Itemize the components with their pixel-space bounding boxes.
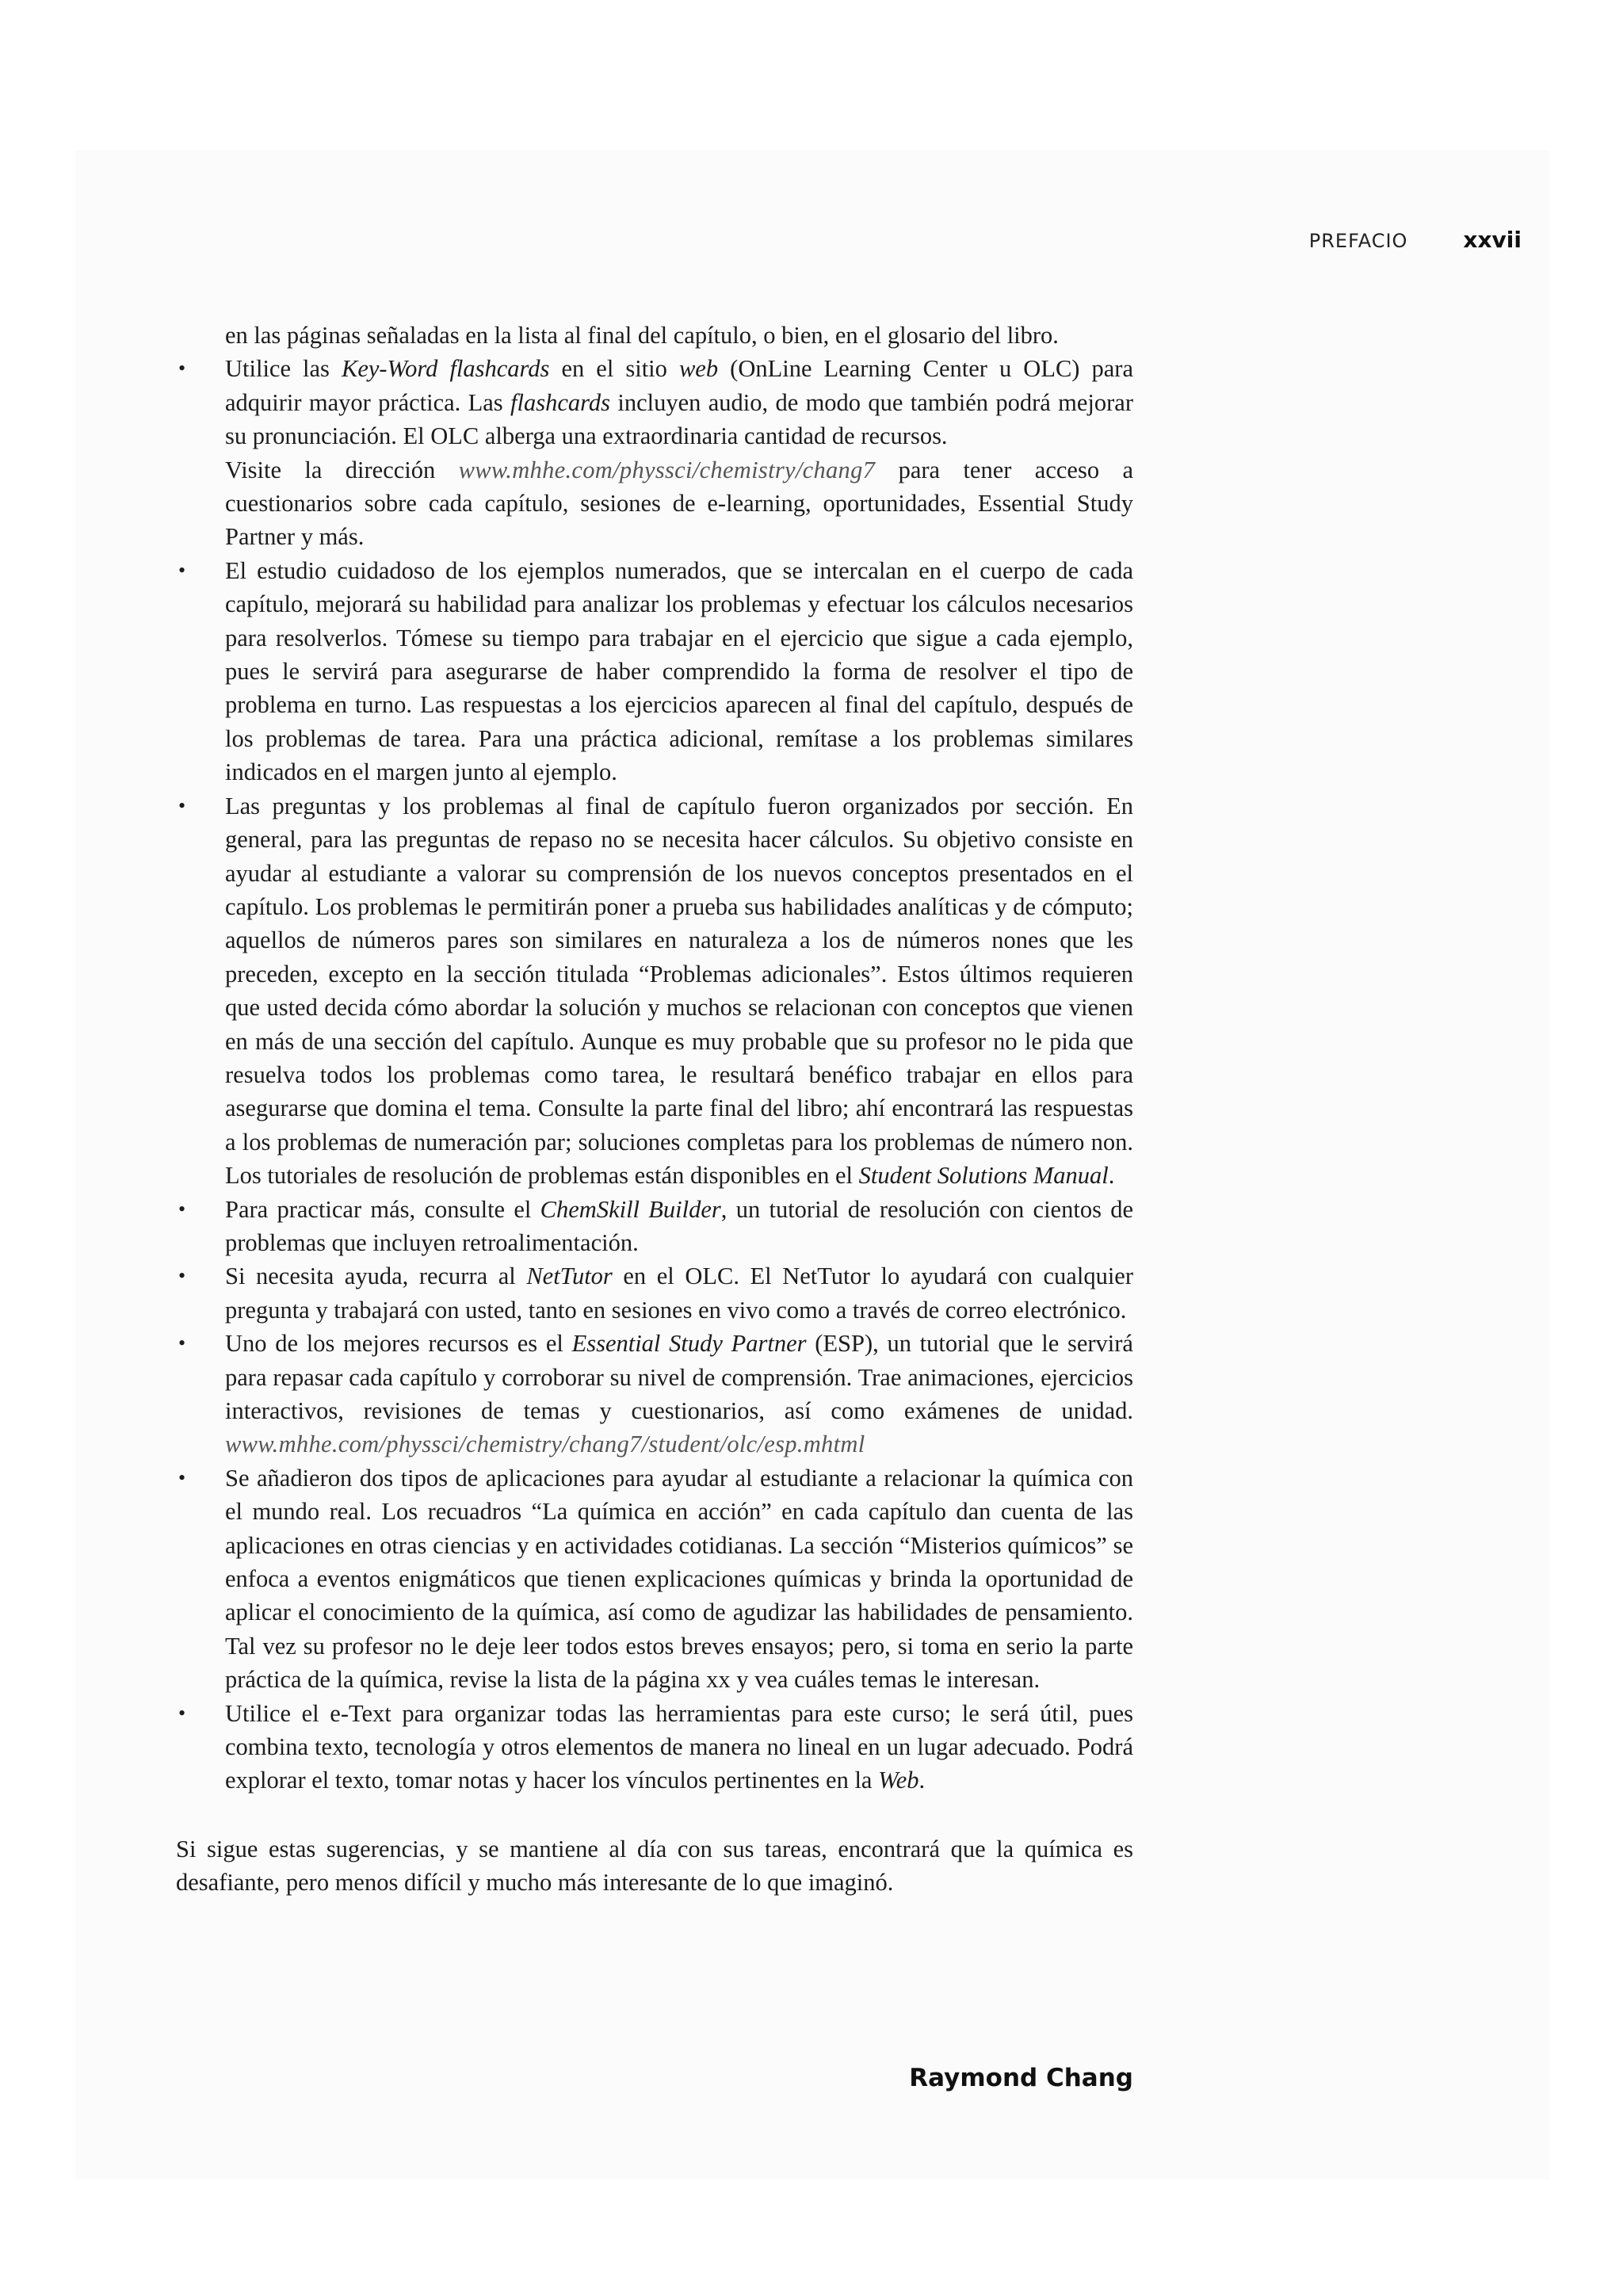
emphasis-text: Key-Word flashcards xyxy=(341,355,550,383)
list-item-text: Para practicar más, consulte el ChemSkill Builder, un tutorial de resolución con cientos de problemas que incluyen retroalimentación. xyxy=(225,1195,1133,1256)
olc-url-link[interactable]: www.mhhe.com/physsci/chemistry/chang7 xyxy=(458,456,876,483)
list-item-text: El estudio cuidadoso de los ejemplos numerados, que se intercalan en el cuerpo de cada capítulo, mejorará su habilidad para analizar los problemas y efectuar los cálculos necesarios para resolverlos. Tómese su tiempo para trabajar en el ejercicio que sigue a cada ejemplo, pues le servirá para asegurarse de haber comprendido la forma de resolver el tipo de problema en turno. Las respuestas a los ejercicios aparecen al final del capítulo, después de los problemas de tarea. Para una práctica adicional, remítase a los problemas similares indicados en el margen junto al ejemplo. xyxy=(225,556,1133,786)
body-text xyxy=(176,319,1133,1900)
emphasis-text: Essential Study Partner xyxy=(571,1330,807,1358)
list-item xyxy=(176,1697,1133,1797)
list-item xyxy=(176,352,1133,553)
bullet-icon: • xyxy=(178,793,186,817)
emphasis-text: NetTutor xyxy=(526,1263,613,1290)
bullet-icon: • xyxy=(178,357,186,380)
list-item xyxy=(176,1327,1133,1461)
running-head-title: PREFACIO xyxy=(1308,230,1408,252)
emphasis-text: Web xyxy=(878,1767,919,1794)
closing-paragraph: Si sigue estas sugerencias, y se mantiene al día con sus tareas, encontrará que la química es desafiante, pero menos difícil y mucho más interesante de lo que imaginó. xyxy=(176,1835,1133,1897)
bullet-icon: • xyxy=(178,1197,186,1221)
list-item-text: Las preguntas y los problemas al final de capítulo fueron organizados por sección. En general, para las preguntas de repaso no se necesita hacer cálculos. Su objetivo consiste en ayudar al estudiante a valorar su comprensión de los nuevos conceptos presentados en el capítulo. Los problemas le permitirán poner a prueba sus habilidades analíticas y de cómputo; aquellos de números pares son similares en naturaleza a los de números nones que les preceden, excepto en la sección titulada “Problemas adicionales”. Estos últimos requieren que usted decida cómo abordar la solución y muchos se relacionan con conceptos que vienen en más de una sección del capítulo. Aunque es muy probable que su profesor no le pida que resuelva todos los problemas como tarea, le resultará benéfico trabajar en ellos para asegurarse que domina el tema. Consulte la parte final del libro; ahí encontrará las respuestas a los problemas de numeración par; soluciones completas para los problemas de número non. Los tutoriales de resolución de problemas están disponibles en el Student Solutions Manual. xyxy=(225,792,1133,1190)
bullet-icon: • xyxy=(178,1264,186,1288)
list-item xyxy=(176,554,1133,789)
esp-url-link[interactable]: www.mhhe.com/physsci/chemistry/chang7/student/olc/esp.mhtml xyxy=(225,1431,865,1458)
bullet-icon: • xyxy=(178,558,186,582)
bullet-icon: • xyxy=(178,1701,186,1725)
page-number: xxvii xyxy=(1463,227,1522,253)
list-item-text: Si necesita ayuda, recurra al NetTutor en el OLC. El NetTutor lo ayudará con cualquier pregunta y trabajará con usted, tanto en sesiones en vivo como a través de correo electrónico. xyxy=(225,1263,1133,1324)
bullet-icon: • xyxy=(178,1331,186,1355)
list-item-text: Utilice el e-Text para organizar todas las herramientas para este curso; le será útil, pues combina texto, tecnología y otros elementos de manera no lineal en un lugar adecuado. Podrá explorar el texto, tomar notas y hacer los vínculos pertinentes en la Web. xyxy=(225,1699,1133,1794)
emphasis-text: web xyxy=(678,355,719,383)
list-item xyxy=(176,1461,1133,1697)
list-item xyxy=(176,789,1133,1193)
emphasis-text: flashcards xyxy=(510,388,610,416)
list-item-text: Utilice las Key-Word flashcards en el sitio web (OnLine Learning Center u OLC) para adquirir mayor práctica. Las flashcards incluyen audio, de modo que también podrá mejorar su pronunciación. El OLC alberga una extraordinaria cantidad de recursos. xyxy=(225,355,1134,450)
emphasis-text: Student Solutions Manual xyxy=(858,1162,1109,1190)
list-item-text: Visite la dirección www.mhhe.com/physsci/chemistry/chang7 para tener acceso a cuestionarios sobre cada capítulo, sesiones de e-learning, oportunidades, Essential Study Partner y más. xyxy=(225,456,1133,551)
list-item-text: Se añadieron dos tipos de aplicaciones para ayudar al estudiante a relacionar la química con el mundo real. Los recuadros “La química en acción” en cada capítulo dan cuenta de las aplicaciones en otras ciencias y en actividades cotidianas. La sección “Misterios químicos” se enfoca a eventos enigmáticos que tienen explicaciones químicas y brinda la oportunidad de aplicar el conocimiento de la química, así como de agudizar las habilidades de pensamiento. Tal vez su profesor no le deje leer todos estos breves ensayos; pero, si toma en serio la parte práctica de la química, revise la lista de la página xx y vea cuáles temas le interesan. xyxy=(225,1464,1133,1694)
author-signature: Raymond Chang xyxy=(909,2064,1133,2092)
list-item xyxy=(176,1193,1133,1260)
running-head xyxy=(1309,227,1522,253)
paragraph-continuation: en las páginas señaladas en la lista al final del capítulo, o bien, en el glosario del libro. xyxy=(225,322,1059,349)
bullet-icon: • xyxy=(178,1465,186,1489)
list-item xyxy=(176,1259,1133,1327)
suggestion-list xyxy=(176,352,1133,1797)
list-item-text: Uno de los mejores recursos es el Essential Study Partner (ESP), un tutorial que le servirá para repasar cada capítulo y corroborar su nivel de comprensión. Trae animaciones, ejercicios interactivos, revisiones de temas y cuestionarios, así como exámenes de unidad. www.mhhe.com/physsci/chemistry/chang7/student/olc/esp.mhtml xyxy=(225,1330,1133,1458)
emphasis-text: ChemSkill Builder xyxy=(540,1195,721,1223)
